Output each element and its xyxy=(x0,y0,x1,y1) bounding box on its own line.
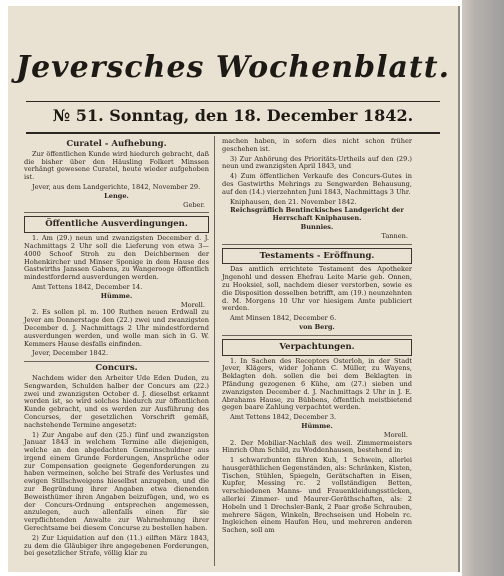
masthead-title: Jeversches Wochenblatt. xyxy=(15,50,451,85)
curatel-note: Geber. xyxy=(183,200,205,209)
ausverd-date1: Amt Tettens 1842, December 14. xyxy=(32,282,143,291)
dateline-rule xyxy=(26,132,440,134)
verpachtungen-date: Amt Tettens 1842, December 3. xyxy=(230,413,337,422)
separator xyxy=(222,335,412,336)
concurs-date: Kniphausen, den 21. November 1842. xyxy=(230,197,357,206)
left-column xyxy=(24,138,209,560)
separator xyxy=(222,244,412,245)
issue-date: Sonntag, den 18. December 1842. xyxy=(109,106,414,125)
curatel-signature: Lenge. xyxy=(104,191,129,200)
concurs-p2: 2) Zur Liquidation auf den (11.) eilften März 1843, zu dem die Gläubiger ihre angegebenen Forderungen, bei gesetzlicher Strafe, völlig klar zu xyxy=(24,533,209,558)
concurs-continued: machen haben, in sofern dies nicht schon früher geschehen ist. xyxy=(222,137,412,153)
right-column xyxy=(222,138,412,537)
testament-text: Das amtlich errichtete Testament des Apotheker Jngenohl und dessen Ehefrau Leite Marie geb. Onnen, zu Hooksiel, soll, nachdem dieser verstorben, sowie es die Disposition desselben betrifft, am (19.) neunzehnten d. M. Morgens 10 Uhr vor hiesigem Amte publiciert werden. xyxy=(222,265,412,313)
concurs-p3: 3) Zur Anhörung des Prioritäts-Urtheils auf den (29.) neun und zwanzigsten April 1843, und xyxy=(222,154,412,171)
concurs-heading: Concurs. xyxy=(95,363,138,374)
ausverd-sig1: Hümme. xyxy=(100,291,133,300)
curatel-text: Zur öffentlichen Kunde wird hiedurch gebracht, daß die bisher über den Häusling Folkert Minssen verhängt gewesene Curatel, heute wieder aufgehoben ist. xyxy=(24,149,209,182)
separator xyxy=(24,212,209,213)
ausverd-heading: Öffentliche Ausverdingungen. xyxy=(45,219,188,230)
verpachtungen-text: 1. In Sachen des Receptors Osterloh, in der Stadt Jever, Klägers, wider Johann C. Müller, zu Wayens, Beklagten doh. sollen die bei dem Beklagten in Pfändung gezogenen 6 Kühe, am (27.) sieben und zwanzigsten December d. J. Nachmittags 2 Uhr in J. E. Abrahams Hause, zu Bübbens, öffentlich meistbietend gegen baare Zahlung verpachtet werden. xyxy=(222,356,412,412)
ausverd-section xyxy=(24,216,209,233)
ausverd-p2: 2. Es sollen pl. m. 100 Ruthen neuen Erdwall zu Jever am Donnerstage den (22.) zwei und zwanzigsten December d. J. Nachmittags 2 Uhr mindestfordernd ausverdungen werden, und wolle man sich in G. W. Kemmers Hause desfalls einfinden. xyxy=(24,308,209,348)
verpachtungen-section xyxy=(222,339,412,356)
testament-sig: von Berg. xyxy=(299,322,335,331)
testament-heading: Testaments - Eröffnung. xyxy=(259,250,375,261)
verpachtungen-p2: 2. Der Mobiliar-Nachlaß des weil. Zimmermeisters Hinrich Ohm Schild, zu Woddenhausen, bestehend in: xyxy=(222,438,412,455)
ausverd-date2: Jever, December 1842. xyxy=(32,349,109,358)
verpachtungen-heading: Verpachtungen. xyxy=(279,341,355,352)
concurs-note: Tannen. xyxy=(381,231,408,240)
newspaper-page xyxy=(8,6,460,572)
concurs-p4: 4) Zum öffentlichen Verkaufe des Concurs-Gutes in des Gastwirths Mehrings zu Sengwarden Behausung, auf den (14.) vierzehnten Juni 1843, Nachmittags 3 Uhr. xyxy=(222,172,412,196)
concurs-text: Nachdem wider den Arbeiter Ude Eden Duden, zu Sengwarden, Schulden halber der Concurs am (22.) zwei und zwanzigsten October d. J. dieselbst erkannt worden ist, so wird solches hiedurch zur öffentlichen Kunde gebracht, und es werden zur Ausführung des Concurses, der gesetzlichen Vorschrift gemäß, nachstehende Termine angesetzt: xyxy=(24,373,209,429)
concurs-p1: 1) Zur Angabe auf den (25.) fünf und zwanzigsten Januar 1843 in welchem Termine alle diejenigen, welche an den abgedachten Gemeinschuldner aus irgend einem Grunde Forderungen, Ansprüche oder zur Compensation geeignete Gegenforderungen zu haben vermeinen, solche bei Strafe des Verlustes und ewigen Stillschweigens hieselbst anzugeben, und die zur Begründung ihrer Angaben etwa dienenden Beweisthümer ihren Angaben beizufügen, und, wo es der Concurs-Ordnung entsprechen angemessen, anzulegen, auch allenfalls einen für sie verpflichtenden Anwalte zur Wahrnehmung ihrer Gerechtsame bei diesem Concurse zu bestellen haben. xyxy=(24,430,209,533)
verpachtungen-p3: 1 schwarzbunten fähren Kuh, 1 Schwein, allerlei hausgeräthlichen Gegenständen, als: Schränken, Kisten, Tischen, Stühlen, Spiegeln, Gerätschaften in Eisen, Kupfer, Messing rc. 2 vollständigen Betten, verschiedenen Manns- und Frauenkleidungsstücken, allerlei Zimmer- und Maurer-Geräthschaften, als: 2 Hobeln und 1 Drechsler-Bank, 2 Paar große Schrauben, mehrere Sägen, Winkeln, Brechseisen und Hobeln rc. Ingleichen einem Haufen Heu, und mehreren anderen Sachen, soll am xyxy=(222,456,412,535)
court-name: Reichsgräflich Bentinckisches Landgericht der Herrschaft Kniphausen. xyxy=(230,206,404,223)
curatel-heading: Curatel - Aufhebung. xyxy=(66,139,167,149)
testament-date: Amt Minsen 1842, December 6. xyxy=(230,314,337,323)
verpachtungen-note: Morell. xyxy=(383,430,408,439)
column-divider xyxy=(214,136,215,566)
ausverd-p1: 1. Am (29.) neun und zwanzigsten December d. J. Nachmittags 2 Uhr soll die Lieferung von etwa 3—4000 Schoof Stroh zu den Deichbermen der Hohenkircher und Minser Sponige in dem Hause des Gastwirths Janssen Gabens, zu Wangerooge öffentlich mindestfordernd ausverdungen werden. xyxy=(24,234,209,282)
separator xyxy=(24,361,209,362)
testament-section xyxy=(222,248,412,265)
issue-number: № 51. xyxy=(52,106,104,125)
curatel-date: Jever, aus dem Landgerichte, 1842, November 29. xyxy=(32,182,201,191)
book-edge xyxy=(462,0,504,576)
issue-dateline xyxy=(8,106,458,125)
concurs-sig: Bunnies. xyxy=(300,222,334,231)
ausverd-note1: Morell. xyxy=(180,300,205,309)
verpachtungen-sig: Hümme. xyxy=(301,421,333,430)
masthead-rule xyxy=(26,101,440,102)
